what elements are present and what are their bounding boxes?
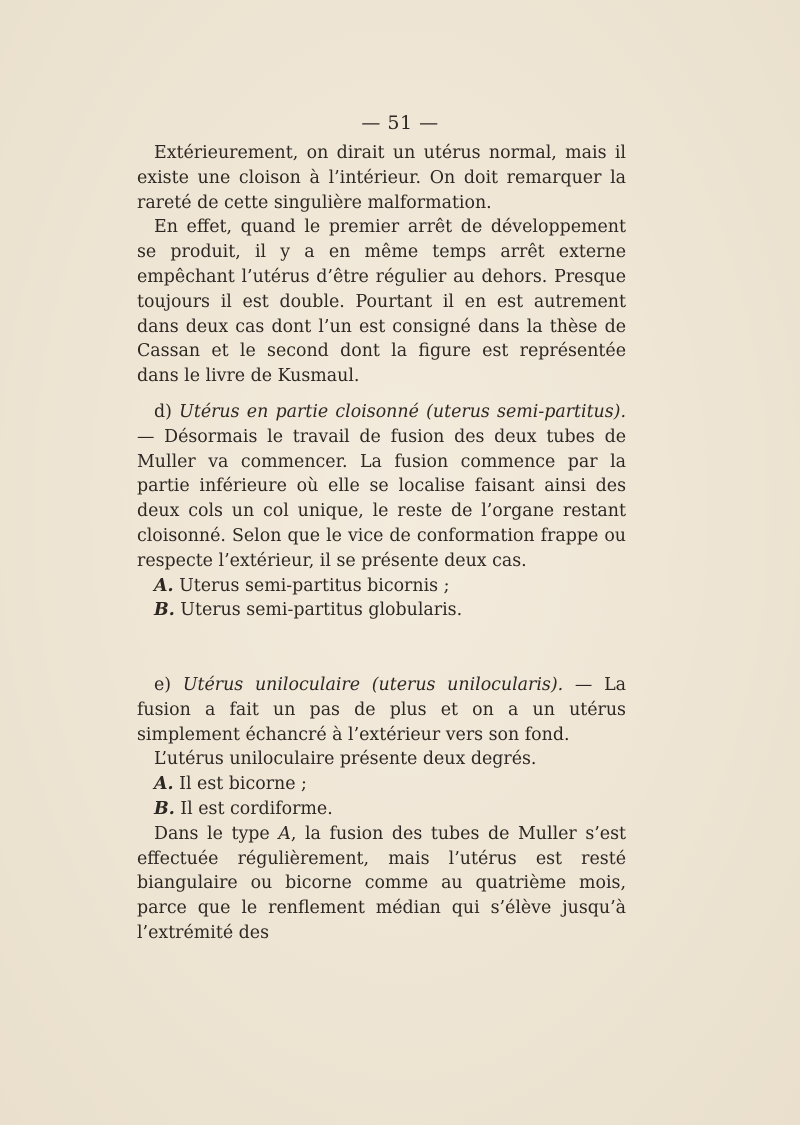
list-item-label: A. <box>154 774 174 795</box>
list-item-text: Il est cordiforme. <box>180 798 333 819</box>
section-d-latin: (uterus semi-partitus). <box>426 402 626 422</box>
closing-rest: , la fusion des tubes de Muller s’est effectuée régulièrement, mais l’utérus est resté biangulaire ou bicorne comme au quatrième mois, parce que le renflement médian qui s’élève jusqu’à l’extrémité des <box>137 823 626 943</box>
section-e-dash: — <box>574 675 593 695</box>
list-item <box>137 598 626 623</box>
list-item <box>137 772 626 797</box>
page-number: — 51 — <box>361 112 439 134</box>
section-d-marker: d) <box>154 402 172 422</box>
section-e-paragraph <box>137 673 626 747</box>
list-item <box>137 574 626 599</box>
list-item-text: Uterus semi-partitus globularis. <box>180 600 463 621</box>
section-e-body: La fusion a fait un pas de plus et on a un utérus simplement échancré à l’extérieur vers son fond. <box>137 675 626 745</box>
section-d-paragraph <box>137 400 626 574</box>
section-e-intro: L’utérus uniloculaire présente deux degrés. <box>154 749 537 770</box>
section-e-marker: e) <box>154 675 172 695</box>
closing-type-label: A <box>278 823 291 844</box>
paragraph: En effet, quand le premier arrêt de développement se produit, il y a en même temps arrêt externe empêchant l’utérus d’être régulier au dehors. Presque toujours il est double. Pourtant il en est autrement dans deux cas dont l’un est consigné dans la thèse de Cassan et le second dont la figure est représentée dans le livre de Kusmaul. <box>137 217 626 387</box>
list-item-label: B. <box>154 600 175 621</box>
paragraph: Extérieurement, on dirait un utérus normal, mais il existe une cloison à l’intérieur. On doit remarquer la rareté de cette singulière malformation. <box>137 143 626 213</box>
list-item-text: Uterus semi-partitus bicornis ; <box>179 575 450 596</box>
section-d-dash: — <box>137 426 155 447</box>
list-item-label: B. <box>154 798 175 819</box>
opening-paragraphs <box>137 141 626 389</box>
section-e-latin: (uterus unilocularis). <box>371 675 564 695</box>
list-item <box>137 797 626 822</box>
section-d-title: Utérus en partie cloisonné <box>179 402 419 422</box>
list-item-label: A. <box>154 575 174 596</box>
section-e <box>137 673 626 946</box>
section-d-body: Désormais le travail de fusion des deux tubes de Muller va commencer. La fusion commence par la partie inférieure où elle se localise faisant ainsi des deux cols un col unique, le reste de l’organe restant cloisonné. Selon que le vice de conformation frappe ou respecte l’extérieur, il se présente deux cas. <box>137 426 627 571</box>
section-d <box>137 400 626 623</box>
closing-start: Dans le type <box>154 823 270 844</box>
list-item-text: Il est bicorne ; <box>179 774 307 795</box>
section-e-closing <box>137 822 626 946</box>
section-e-title: Utérus uniloculaire <box>182 675 360 695</box>
